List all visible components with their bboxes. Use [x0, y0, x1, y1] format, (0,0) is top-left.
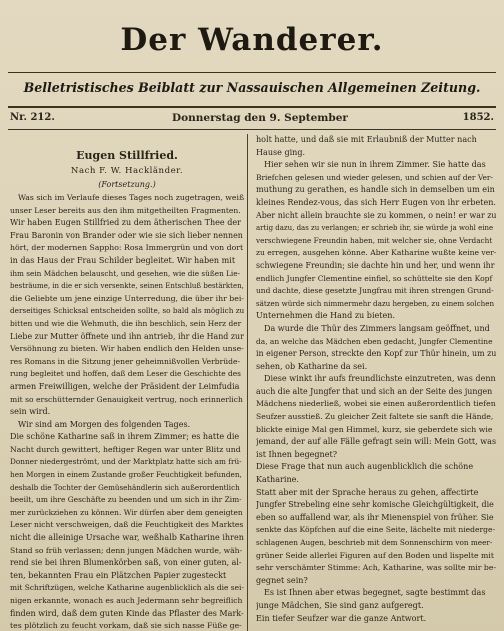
text-line: Hause ging. — [256, 147, 306, 157]
text-line: Diese Frage that nun auch augenblicklich die schöne — [256, 462, 474, 472]
text-line: Nacht durch gewittert, heftiger Regen war unter Blitz und — [10, 444, 241, 454]
text-line: senkte das Köpfchen auf die eine Seite, lächelte mit niederge- — [256, 525, 496, 535]
story-continuation: (Fortsetzung.) — [98, 180, 156, 189]
text-line: gegnet sein? — [256, 575, 308, 585]
text-line: bitten und wie die Wehmuth, die ihn beschlich, sein Herz der — [10, 318, 242, 328]
text-line: ten, bekannten Frau ein Plätzchen Papier zugesteckt — [10, 570, 227, 580]
text-line: kleines Rendez-vous, das sich Herr Eugen von ihr erbeten. — [256, 197, 496, 207]
text-line: verschwiegene Freundin haben, mit welcher sie, ohne Verdacht — [256, 235, 493, 245]
text-line: schwiegene Freundin; sie dachte hin und her, und wenn ihr — [256, 260, 495, 270]
text-line: nicht die alleinige Ursache war, weßhalb Katharine ihren — [10, 533, 244, 543]
text-line: Diese winkt ihr aufs freundlichste einzutreten, was denn — [264, 374, 496, 384]
text-line: Ein tiefer Seufzer war die ganze Antwort. — [256, 613, 427, 623]
text-line: holt hatte, und daß sie mit Erlaubniß der Mutter nach — [256, 135, 477, 144]
text-line: Was sich im Verlaufe dieses Tages noch zugetragen, weiß — [18, 193, 244, 202]
text-line: junge Mädchen, Sie sind ganz aufgeregt. — [256, 600, 424, 610]
text-line: da, an welche das Mädchen eben gedacht, Jungfer Clementine — [256, 336, 493, 346]
text-line: endlich Jungfer Clementine einfiel, so schüttelte sie den Kopf — [256, 273, 493, 283]
subtitle: Belletristisches Beiblatt zur Nassauischen Allgemeinen Zeitung. — [23, 80, 481, 95]
text-line: muthung zu gerathen, es handle sich in demselben um ein — [256, 185, 495, 195]
text-line: Stand so früh verlassen; denn jungen Mädchen wurde, wäh- — [10, 545, 243, 555]
right-column — [256, 134, 496, 625]
text-line: nigen erkannte, wonach es auch Jedermann sehr begreiflich — [10, 596, 243, 605]
text-line: Die schöne Katharine saß in ihrem Zimmer; es hatte die — [10, 432, 240, 442]
text-line: Briefchen gelesen und wieder gelesen, und schien auf der Ver- — [256, 172, 493, 182]
text-line: zu erregen, ausgehen könne. Aber Katharine wußte keine ver- — [256, 248, 496, 258]
text-line: Wir haben Eugen Stillfried zu dem ätherischen Thee der — [10, 218, 241, 228]
text-line: sätzen würde sich nimmermehr dazu hergeben, zu einem solchen — [256, 298, 495, 308]
text-line: derseitiges Schicksal entscheiden sollte, so bald als möglich zu — [10, 306, 244, 316]
text-line: Leser nicht verschweigen, daß die Feuchtigkeit des Marktes — [10, 520, 244, 530]
text-line: sehen, ob Katharine da sei. — [256, 361, 368, 371]
text-line: schlagenen Augen, beschrieb mit dem Sonnenschirm von meer- — [256, 538, 493, 547]
text-line: deshalb die Tochter der Gemüsehändlerin sich außerordentlich — [10, 482, 240, 492]
issue-year: 1852. — [462, 112, 494, 123]
text-line: auch die alte Jungfer that und sich an der Seite des jungen — [256, 386, 493, 396]
column-divider — [247, 134, 248, 631]
text-line: armen Freiwilligen, welche der Präsident der Leimfudia — [10, 381, 240, 391]
text-line: mer zurückziehen zu können. Wir dürfen aber dem geneigten — [10, 507, 243, 517]
text-line: sehr verschämter Stimme: Ach, Katharine, was sollte mir be- — [256, 563, 496, 573]
header-rule-top — [8, 106, 496, 108]
text-line: artig dazu, das zu verlangen; er schrieb ihr, sie würde ja wohl eine — [256, 224, 494, 233]
text-line: hen Morgen in einem Zustande großer Feuchtigkeit befunden, — [10, 470, 242, 480]
text-line: Frau Baronin von Brander oder wie sie sich lieber nennen — [10, 230, 243, 240]
text-line: tes plötzlich zu feucht vorkam, daß sie sich nasse Füße ge- — [10, 621, 242, 631]
dateline — [0, 112, 504, 128]
text-line: in das Haus der Frau Schilder begleitet. Wir haben mit — [10, 255, 236, 265]
text-line: ist Ihnen begegnet? — [256, 449, 338, 459]
text-line: Statt aber mit der Sprache heraus zu gehen, affectirte — [256, 487, 479, 497]
text-line: finden wird, daß dem guten Kinde das Pflaster des Mark- — [10, 608, 244, 618]
text-line: in eigener Person, streckte den Kopf zur Thür hinein, um zu — [256, 349, 496, 359]
text-line: Wir sind am Morgen des folgenden Tages. — [18, 419, 191, 429]
text-line: die Geliebte um jene einzige Unterredung, die über ihr bei- — [10, 293, 244, 303]
text-line: beeilt, um ihre Geschäfte zu beenden und um sich in ihr Zim- — [10, 495, 242, 505]
text-line: eben so auffallend war, als ihr Mienenspiel von früher. Sie — [256, 512, 494, 522]
masthead: Der Wanderer. — [120, 22, 384, 58]
text-line: Unternehmen die Hand zu bieten. — [256, 311, 396, 321]
text-line: Aber nicht allein brauchte sie zu kommen, o nein! er war zu — [256, 210, 496, 220]
text-line: hört, der modernen Sappho: Rosa Immergrün und von dort — [10, 243, 244, 253]
text-line: Es ist Ihnen aber etwas begegnet, sagte bestimmt das — [264, 588, 486, 598]
text-line: Mädchens niederließ, wobei sie einen außerordentlich tiefen — [256, 399, 496, 409]
text-line: unser Leser bereits aus den ihm mitgetheilten Fragmenten. — [10, 205, 241, 215]
text-line: Katharine. — [256, 475, 299, 485]
masthead-rule — [8, 72, 496, 73]
story-title: Eugen Stillfried. — [76, 149, 178, 162]
text-line: besträume, in die er sich versenkte, seinen Entschluß bestärkten, — [10, 282, 244, 291]
left-column-body — [10, 192, 244, 631]
text-line: mit Schriftzügen, welche Katharine augenblicklich als die sei- — [10, 583, 244, 593]
header-rule-bottom — [8, 129, 496, 130]
text-line: blickte einige Mal gen Himmel, kurz, sie geberdete sich wie — [256, 424, 493, 434]
text-line: rung begleitet und hoffen, daß dem Leser die Geschichte des — [10, 369, 241, 379]
text-line: rend sie bei ihren Blumenkörben saß, von einer guten, al- — [10, 558, 242, 568]
text-line: Donner niedergeströmt, und der Marktplatz hatte sich am frü- — [10, 457, 242, 467]
right-column-body — [256, 134, 496, 625]
text-line: Hier sehen wir sie nun in ihrem Zimmer. Sie hatte das — [264, 160, 486, 170]
text-line: Versöhnung zu bieten. Wir haben endlich den Helden unse- — [10, 344, 244, 354]
issue-date: Donnerstag den 9. September — [172, 112, 348, 124]
text-line: ihm sein Mädchen belauscht, und gesehen, wie die süßen Lie- — [10, 268, 241, 278]
text-line: res Romans in die Sitzung jener geheimnißvollen Verbrüde- — [10, 356, 241, 366]
story-author: Nach F. W. Hackländer. — [70, 166, 184, 176]
text-line: mit so erschütternder Genauigkeit vertrug, noch erinnerlich — [10, 394, 243, 404]
text-line: grüner Seide allerlei Figuren auf den Boden und lispelte mit — [256, 550, 495, 560]
text-line: Liebe zur Mutter öffnete und ihn antrieb, ihr die Hand zur — [10, 331, 244, 341]
text-line: Seufzer ausstieß. Zu gleicher Zeit faltete sie sanft die Hände, — [256, 412, 494, 422]
text-line: Jungfer Strebeling eine sehr komische Gleichgültigkeit, die — [256, 500, 494, 510]
left-column — [10, 134, 244, 631]
text-line: und dachte, diese gesetzte Jungfrau mit ihren strengen Grund- — [256, 286, 494, 296]
text-line: Da wurde die Thür des Zimmers langsam geöffnet, und — [264, 323, 490, 333]
issue-number: Nr. 212. — [10, 112, 55, 123]
text-line: sein wird. — [10, 407, 51, 417]
text-line: jemand, der auf alle Fälle gefragt sein will: Mein Gott, was — [256, 437, 496, 447]
